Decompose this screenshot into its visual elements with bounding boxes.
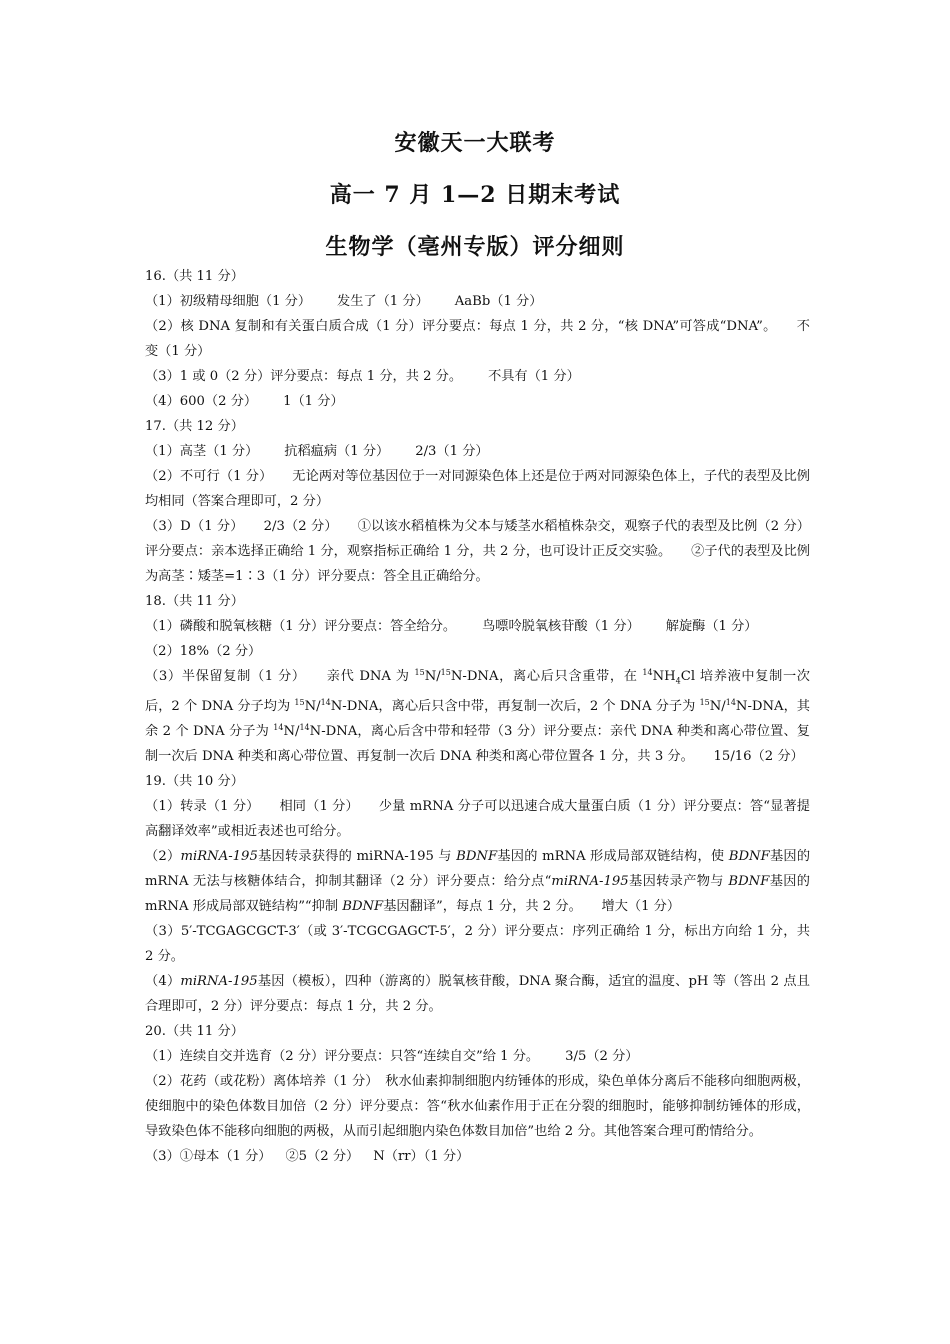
- q17-heading: 17.（共 12 分）: [145, 419, 244, 434]
- q19-part2: （2）miRNA-195基因转录获得的 miRNA-195 与 BDNF基因的 mRNA 形成局部双链结构，使 BDNF基因的 mRNA 无法与核糖体结合，抑制其翻译（2 分）评分要点：给分点“miRNA-195基因转录产物与 BDNF基因的 mRNA 形成局部双链结构”“抑制 BDNF基因翻译”，每点 1 分，共 2 分。 增大（1 分）: [145, 848, 811, 914]
- q17-part1: （1）高茎（1 分） 抗稻瘟病（1 分） 2/3（1 分）: [145, 444, 489, 459]
- q19-part4: （4）miRNA-195基因（模板），四种（游离的）脱氧核苷酸，DNA 聚合酶，适宜的温度、pH 等（答出 2 点且合理即可，2 分）评分要点：每点 1 分，共 2 分。: [145, 973, 810, 1014]
- subject-title: 生物学（亳州专版）评分细则: [325, 234, 625, 260]
- q20-part3: （3）①母本（1 分） ②5（2 分） N（rr）（1 分）: [145, 1148, 470, 1164]
- q16-heading: 16.（共 11 分）: [145, 269, 244, 284]
- q17-part2: （2）不可行（1 分） 无论两对等位基因位于一对同源染色体上还是位于两对同源染色体上，子代的表型及比例均相同（答案合理即可，2 分）: [145, 469, 810, 509]
- q19-part1: （1）转录（1 分） 相同（1 分） 少量 mRNA 分子可以迅速合成大量蛋白质（1 分）评分要点：答“显著提高翻译效率”或相近表述也可给分。: [145, 798, 810, 839]
- q16-part4: （4）600（2 分） 1（1 分）: [145, 394, 344, 409]
- q16-part1: （1）初级精母细胞（1 分） 发生了（1 分） AaBb（1 分）: [145, 294, 543, 309]
- q16-part3: （3）1 或 0（2 分）评分要点：每点 1 分，共 2 分。 不具有（1 分）: [145, 369, 580, 384]
- q18-part2: （2）18%（2 分）: [145, 644, 262, 659]
- q18-part3: （3）半保留复制（1 分） 亲代 DNA 为 $^{15}$N/$^{15}$N-DNA，离心后只含重带，在 $^{14}NH_4Cl$ 培养液中复制一次后，2 个 DNA 分子均为 $^{15}$N/$^{14}$N-DNA，离心后只含中带，再复制一次后，2 个 DNA 分子为 $^{15}$N/$^{14}$N-DNA，其余 2 个 DNA 分子为 $^{14}$N/$^{14}$N-DNA，离心后含中带和轻带（3 分）评分要点：亲代 DNA 种类和离心带位置、复制一次后 DNA 种类和离心带位置、再复制一次后 DNA 种类和离心带位置各 1 分，共 3 分。 15/16（2 分）: [145, 668, 810, 764]
- exam-name-title: 高一 7 月 1—2 日期末考试: [329, 182, 621, 208]
- answer-content: [145, 264, 810, 1169]
- q20-heading: 20.（共 11 分）: [145, 1023, 244, 1039]
- q20-part1: （1）连续自交并选育（2 分）评分要点：只答“连续自交”给 1 分。 3/5（2 分）: [145, 1048, 639, 1064]
- q19-part3: （3）5′-TCGAGCGCT-3′（或 3′-TCGCGAGCT-5′，2 分）评分要点：序列正确给 1 分，标出方向给 1 分，共 2 分。: [145, 923, 810, 964]
- q18-heading: 18.（共 11 分）: [145, 594, 244, 609]
- q16-part2: （2）核 DNA 复制和有关蛋白质合成（1 分）评分要点：每点 1 分，共 2 分，“核 DNA”可答成“DNA”。 不变（1 分）: [145, 319, 810, 359]
- q17-part3: （3）D（1 分） 2/3（2 分） ①以该水稻植株为父本与矮茎水稻植株杂交，观察子代的表型及比例（2 分）评分要点：亲本选择正确给 1 分，观察指标正确给 1 分，共 2 分，也可设计正反交实验。 ②子代的表型及比例为高茎∶矮茎=1∶3（1 分）评分要点：答全且正确给分。: [145, 519, 810, 584]
- q20-part2: （2）花药（或花粉）离体培养（1 分） 秋水仙素抑制细胞内纺锤体的形成，染色单体分离后不能移向细胞两极，使细胞中的染色体数目加倍（2 分）评分要点：答“秋水仙素作用于正在分裂的细胞时，能够抑制纺锤体的形成，导致染色体不能移向细胞的两极，从而引起细胞内染色体数目加倍”也给 2 分。其他答案合理可酌情给分。: [145, 1073, 810, 1139]
- q19-heading: 19.（共 10 分）: [145, 773, 244, 789]
- q18-part1: （1）磷酸和脱氧核糖（1 分）评分要点：答全给分。 鸟嘌呤脱氧核苷酸（1 分） 解旋酶（1 分）: [145, 619, 758, 634]
- exam-organizer-title: 安徽天一大联考: [394, 130, 556, 156]
